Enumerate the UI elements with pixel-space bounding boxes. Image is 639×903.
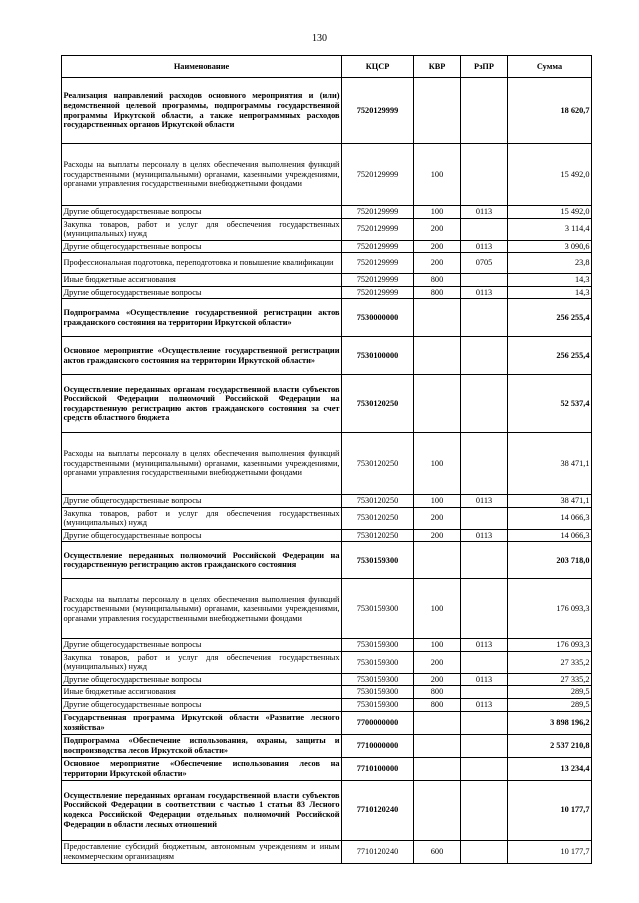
cell-kvr: 200 [414,529,461,542]
cell-rzpr: 0705 [461,253,508,274]
cell-kcsr: 7530120250 [342,507,414,529]
cell-kcsr: 7520129999 [342,144,414,206]
cell-sum: 3 114,4 [508,218,592,240]
table-row [62,757,592,780]
cell-rzpr [461,433,508,495]
cell-rzpr [461,734,508,757]
cell-kcsr: 7710000000 [342,734,414,757]
cell-rzpr [461,840,508,863]
cell-sum: 289,5 [508,686,592,699]
cell-name: Иные бюджетные ассигнования [62,686,342,699]
cell-kvr: 100 [414,639,461,652]
cell-rzpr: 0113 [461,639,508,652]
cell-kvr [414,780,461,840]
cell-name: Подпрограмма «Обеспечение использования, охраны, защиты и воспроизводства лесов Иркутской области» [62,734,342,757]
cell-rzpr [461,780,508,840]
cell-kcsr: 7530120250 [342,433,414,495]
cell-rzpr: 0113 [461,206,508,219]
cell-name: Предоставление субсидий бюджетным, автономным учреждениям и иным некоммерческим организациям [62,840,342,863]
cell-sum: 18 620,7 [508,78,592,144]
cell-sum: 3 090,6 [508,240,592,253]
cell-sum: 14,3 [508,274,592,287]
cell-name: Расходы на выплаты персоналу в целях обеспечения выполнения функций государственными (муниципальными) органами, казенными учреждениями, органами управления государственными внебюджетными фондами [62,144,342,206]
budget-table [61,55,592,864]
cell-kvr: 200 [414,651,461,673]
cell-name: Закупка товаров, работ и услуг для обеспечения государственных (муниципальных) нужд [62,507,342,529]
cell-kcsr: 7710100000 [342,757,414,780]
cell-sum: 14,3 [508,286,592,299]
table-row [62,698,592,711]
cell-sum: 289,5 [508,698,592,711]
cell-rzpr: 0113 [461,240,508,253]
table-row [62,734,592,757]
table-row [62,542,592,579]
cell-sum: 23,8 [508,253,592,274]
cell-kcsr: 7530100000 [342,337,414,375]
cell-name: Расходы на выплаты персоналу в целях обеспечения выполнения функций государственными (муниципальными) органами, казенными учреждениями, органами управления государственными внебюджетными фондами [62,579,342,639]
cell-sum: 3 898 196,2 [508,711,592,734]
table-row [62,673,592,686]
cell-kvr [414,299,461,337]
cell-kvr: 100 [414,579,461,639]
cell-rzpr: 0113 [461,698,508,711]
cell-kcsr: 7520129999 [342,240,414,253]
cell-kvr: 100 [414,433,461,495]
cell-rzpr [461,375,508,433]
page-number: 130 [312,33,327,44]
cell-rzpr [461,651,508,673]
cell-kcsr: 7700000000 [342,711,414,734]
cell-kcsr: 7710120240 [342,780,414,840]
cell-rzpr: 0113 [461,286,508,299]
cell-kcsr: 7530159300 [342,651,414,673]
cell-kvr: 200 [414,218,461,240]
cell-sum: 256 255,4 [508,337,592,375]
cell-rzpr: 0113 [461,529,508,542]
cell-kcsr: 7530120250 [342,529,414,542]
cell-rzpr: 0113 [461,495,508,508]
cell-kcsr: 7530159300 [342,698,414,711]
table-row [62,286,592,299]
table-row [62,144,592,206]
cell-kvr [414,757,461,780]
cell-sum: 15 492,0 [508,144,592,206]
cell-name: Другие общегосударственные вопросы [62,286,342,299]
cell-sum: 13 234,4 [508,757,592,780]
cell-sum: 256 255,4 [508,299,592,337]
cell-name: Закупка товаров, работ и услуг для обеспечения государственных (муниципальных) нужд [62,218,342,240]
cell-sum: 38 471,1 [508,495,592,508]
cell-kcsr: 7530159300 [342,673,414,686]
cell-rzpr [461,757,508,780]
cell-name: Иные бюджетные ассигнования [62,274,342,287]
cell-kcsr: 7520129999 [342,206,414,219]
cell-kvr: 800 [414,698,461,711]
cell-name: Другие общегосударственные вопросы [62,240,342,253]
cell-name: Расходы на выплаты персоналу в целях обеспечения выполнения функций государственными (муниципальными) органами, казенными учреждениями, органами управления государственными внебюджетными фондами [62,433,342,495]
table-row [62,840,592,863]
cell-kvr [414,375,461,433]
cell-sum: 10 177,7 [508,840,592,863]
cell-kvr [414,337,461,375]
cell-kvr: 600 [414,840,461,863]
cell-name: Реализация направлений расходов основного мероприятия и (или) ведомственной целевой программы, подпрограммы государственной программы Иркутской области, а также непрограммных расходов государственных органов Иркутской области [62,78,342,144]
cell-sum: 2 537 210,8 [508,734,592,757]
cell-name: Другие общегосударственные вопросы [62,206,342,219]
table-row [62,337,592,375]
cell-name: Осуществление переданных органам государственной власти субъектов Российской Федерации в соответствии с частью 1 статьи 83 Лесного кодекса Российской Федерации отдельных полномочий Российской Федерации в области лесных отношений [62,780,342,840]
cell-kcsr: 7530120250 [342,375,414,433]
cell-rzpr [461,542,508,579]
cell-name: Осуществление переданных органам государственной власти субъектов Российской Федерации полномочий Российской Федерации на государственную регистрацию актов гражданского состояния за счет средств областного бюджета [62,375,342,433]
cell-name: Другие общегосударственные вопросы [62,529,342,542]
table-row [62,651,592,673]
cell-sum: 176 093,3 [508,639,592,652]
table-row [62,433,592,495]
cell-kvr: 800 [414,286,461,299]
cell-rzpr [461,337,508,375]
cell-sum: 14 066,3 [508,529,592,542]
cell-kvr: 100 [414,495,461,508]
cell-kvr: 200 [414,507,461,529]
header-rzpr: РзПР [461,56,508,78]
cell-kvr: 200 [414,240,461,253]
table-row [62,240,592,253]
cell-rzpr [461,78,508,144]
cell-name: Другие общегосударственные вопросы [62,673,342,686]
cell-kcsr: 7530159300 [342,542,414,579]
table-row [62,579,592,639]
header-sum: Сумма [508,56,592,78]
cell-kcsr: 7530159300 [342,639,414,652]
cell-name: Основное мероприятие «Обеспечение использования лесов на территории Иркутской области» [62,757,342,780]
cell-kvr: 200 [414,253,461,274]
cell-rzpr [461,144,508,206]
cell-kvr [414,542,461,579]
cell-sum: 14 066,3 [508,507,592,529]
cell-kvr: 800 [414,274,461,287]
table-header-row [62,56,592,78]
cell-sum: 10 177,7 [508,780,592,840]
cell-kcsr: 7520129999 [342,286,414,299]
table-row [62,299,592,337]
cell-name: Основное мероприятие «Осуществление государственной регистрации актов гражданского состояния на территории Иркутской области» [62,337,342,375]
table-row [62,253,592,274]
cell-kvr: 200 [414,673,461,686]
cell-kcsr: 7530159300 [342,579,414,639]
header-kcsr: КЦСР [342,56,414,78]
cell-name: Другие общегосударственные вопросы [62,698,342,711]
cell-kvr: 800 [414,686,461,699]
cell-name: Другие общегосударственные вопросы [62,639,342,652]
cell-kcsr: 7710120240 [342,840,414,863]
cell-rzpr [461,579,508,639]
table-row [62,206,592,219]
table-row [62,375,592,433]
cell-rzpr [461,507,508,529]
cell-kcsr: 7530159300 [342,686,414,699]
cell-name: Осуществление переданных полномочий Российской Федерации на государственную регистрацию актов гражданского состояния [62,542,342,579]
table-row [62,529,592,542]
cell-kcsr: 7520129999 [342,78,414,144]
cell-kcsr: 7530120250 [342,495,414,508]
table-row [62,274,592,287]
cell-sum: 27 335,2 [508,673,592,686]
cell-kvr: 100 [414,144,461,206]
table-row [62,495,592,508]
cell-name: Другие общегосударственные вопросы [62,495,342,508]
cell-name: Профессиональная подготовка, переподготовка и повышение квалификации [62,253,342,274]
cell-sum: 203 718,0 [508,542,592,579]
cell-rzpr [461,218,508,240]
table-row [62,711,592,734]
header-name: Наименование [62,56,342,78]
cell-sum: 27 335,2 [508,651,592,673]
cell-name: Подпрограмма «Осуществление государственной регистрации актов гражданского состояния на территории Иркутской области» [62,299,342,337]
cell-rzpr [461,686,508,699]
cell-sum: 15 492,0 [508,206,592,219]
cell-sum: 38 471,1 [508,433,592,495]
table-row [62,218,592,240]
cell-kcsr: 7530000000 [342,299,414,337]
cell-kcsr: 7520129999 [342,274,414,287]
table-row [62,507,592,529]
cell-kcsr: 7520129999 [342,218,414,240]
cell-name: Закупка товаров, работ и услуг для обеспечения государственных (муниципальных) нужд [62,651,342,673]
cell-sum: 52 537,4 [508,375,592,433]
cell-rzpr [461,711,508,734]
cell-name: Государственная программа Иркутской области «Развитие лесного хозяйства» [62,711,342,734]
cell-rzpr: 0113 [461,673,508,686]
cell-kcsr: 7520129999 [342,253,414,274]
table-row [62,639,592,652]
table-row [62,686,592,699]
cell-rzpr [461,274,508,287]
table-body [62,78,592,864]
table-row [62,78,592,144]
table-row [62,780,592,840]
cell-kvr [414,734,461,757]
cell-kvr [414,711,461,734]
cell-rzpr [461,299,508,337]
cell-kvr [414,78,461,144]
cell-sum: 176 093,3 [508,579,592,639]
cell-kvr: 100 [414,206,461,219]
header-kvr: КВР [414,56,461,78]
